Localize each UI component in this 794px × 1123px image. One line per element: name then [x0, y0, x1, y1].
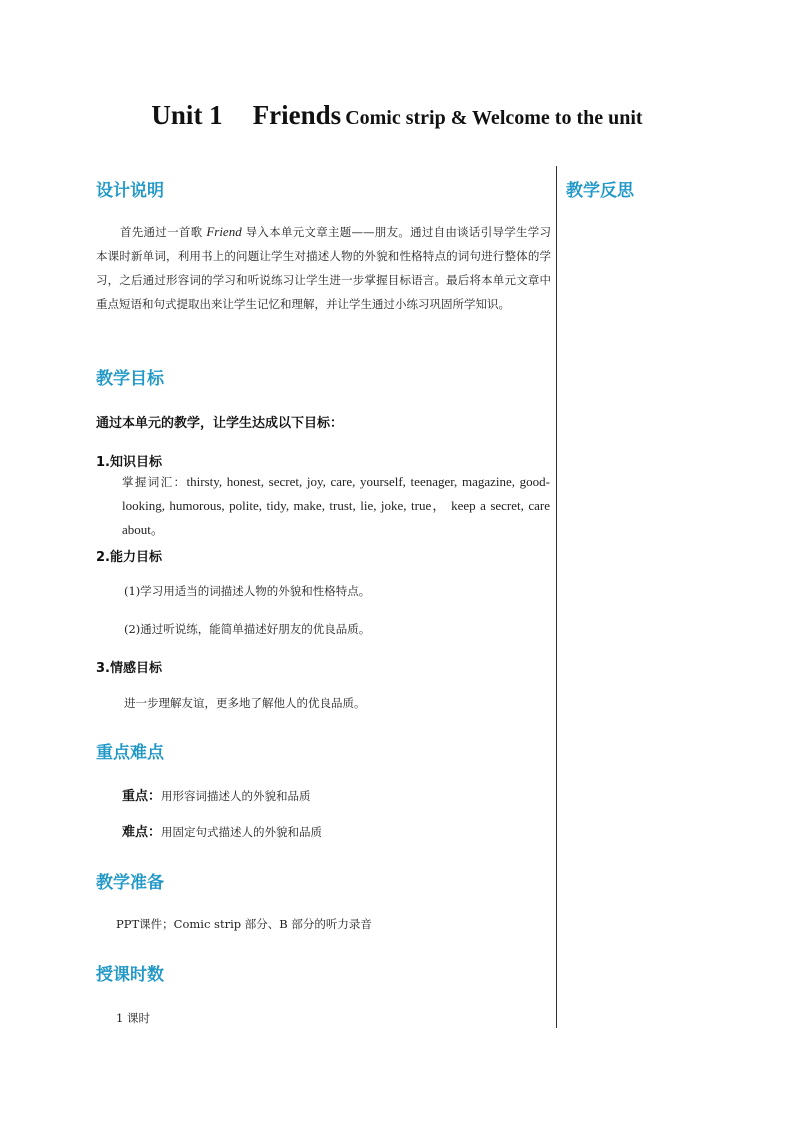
design-text-after: 导入本单元文章主题——朋友。通过自由谈话引导学生学习本课时新单词，利用书上的问题让学生对描述人物的外貌和性格特点的词句进行整体的学习，之后通过形容词的学习和听说练习让学生进一步掌握目标语言。最后将本单元文章中重点短语和句式提取出来让学生记忆和理解，并让学生通过小练习巩固所学知识。 — [96, 225, 552, 311]
preparation-text: PPT课件；Comic strip 部分、B 部分的听力录音 — [116, 917, 372, 931]
knowledge-vocab — [122, 470, 550, 542]
design-paragraph — [96, 220, 551, 316]
ability-item-1: (1)学习用适当的词描述人物的外貌和性格特点。 — [124, 584, 371, 598]
objectives-intro: 通过本单元的教学，让学生达成以下目标： — [96, 416, 344, 431]
column-divider — [556, 166, 557, 1028]
key-point — [122, 784, 311, 809]
hours-heading: 授课时数 — [96, 965, 164, 985]
design-text-before: 首先通过一首歌 — [120, 225, 203, 239]
ability-item-2: (2)通过听说练，能简单描述好朋友的优良品质。 — [124, 622, 371, 636]
vocab-list: thirsty, honest, secret, joy, care, yourself, teenager, magazine, good-looking, humorous, polite, tidy, make, trust, lie, joke, true， keep a secret, care about。 — [122, 474, 550, 537]
ability-title: 2.能力目标 — [96, 550, 162, 565]
hours-text: 1 课时 — [116, 1011, 150, 1025]
objectives-heading: 教学目标 — [96, 369, 164, 389]
emotion-item: 进一步理解友谊，更多地了解他人的优良品质。 — [124, 696, 366, 710]
topic-label: Friends — [252, 100, 342, 130]
emotion-title: 3.情感目标 — [96, 661, 162, 676]
difficult-point — [122, 820, 322, 845]
song-title: Friend — [206, 224, 242, 239]
preparation-heading: 教学准备 — [96, 873, 164, 893]
knowledge-title: 1.知识目标 — [96, 455, 162, 470]
subtitle: Comic strip & Welcome to the unit — [345, 107, 643, 129]
vocab-label: 掌握词汇： — [122, 475, 187, 489]
key-label: 重点： — [122, 789, 162, 804]
unit-label: Unit 1 — [151, 100, 223, 130]
design-heading: 设计说明 — [96, 181, 164, 201]
keypoints-heading: 重点难点 — [96, 743, 164, 763]
page-title — [0, 100, 794, 131]
reflection-heading: 教学反思 — [566, 181, 634, 201]
difficult-text: 用固定句式描述人的外貌和品质 — [161, 825, 323, 839]
difficult-label: 难点： — [122, 825, 162, 840]
key-text: 用形容词描述人的外貌和品质 — [161, 789, 311, 803]
